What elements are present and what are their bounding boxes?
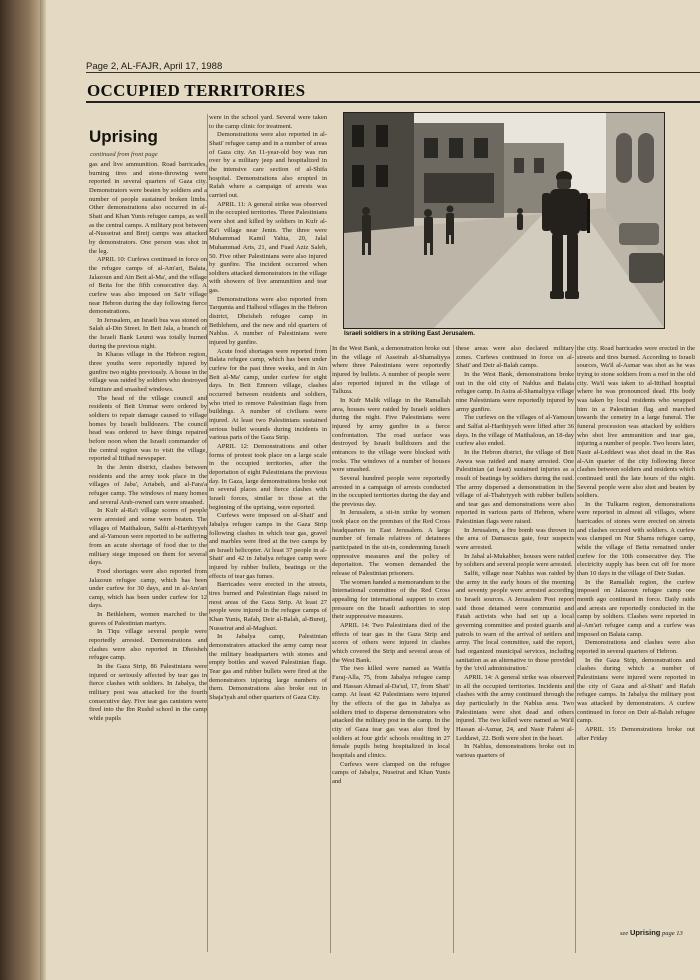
article-paragraph: In the Gaza Strip, demonstrations and clashes during which a number of Palestinians were injured were reported in the city of Gaza and al-Shati' and Rafah refugee camps. In Jabalya the military post was attacked by demonstrators. A curfew continued in force on Deir al-Balah refugee camp. [577, 656, 695, 725]
article-paragraph: Salfit, village near Nablus was raided by the army in the early hours of the morning and seventy people were arrested according to Israeli sources. A Jerusalem Post report said those detained were communist and Fatah activists who had set up a local governing committee and posted guards and patrols to warn of the arrival of settlers and army. The local committee, said the report, had organized municipal services, including sanitation as an alternative to those provided by the 'civil administration.' [456, 570, 574, 673]
page-folio: Page 2, AL-FAJR, April 17, 1988 [86, 61, 223, 72]
article-paragraph: Demonstrations were also reported from Tarqumia and Halhoul villages in the Hebron district, Dheisheh refugee camp in Bethlehem, and the new and old quarters of Nablus. A number of Palestinians were injured by gunfire. [209, 295, 327, 347]
article-paragraph: The two killed were named as Wattfa Faraj-Alla, 75, from Jabalya refugee camp and Hassan Ahmad al-Da'ud, 17, from Shati' camp. At least 42 Palestinians were injured by the effects of the gas in Jabalya as soldiers tried to disperse demonstrators who attacked the military post in the camp. In the city of Gaza tear gas was also fired by soldiers at four girls' schools resulting in 27 female pupils being hospitalized in local hospitals and clinics. [332, 665, 450, 759]
article-paragraph: Curfews were clamped on the refugee camps of Jabalya, Nuseirat and Khan Yunis and [332, 760, 450, 785]
section-divider [86, 101, 700, 103]
column-rule [207, 114, 208, 952]
article-paragraph: In Jabalya camp, Palestinian demonstrators attacked the army camp near the military headquarters with stones and empty bottles and waved Palestinian flags. Tear gas and rubber bullets were fired at the demonstrators injuring large numbers of them. Demonstrations also broke out in Shaja'iyah and other quarters of Gaza City. [209, 633, 327, 701]
article-paragraph: Demonstrations were also reported in al-Shati' refugee camp and in a number of areas of Gaza city. An 11-year-old boy was run over by a military jeep and hospitalized in the intensive care section of al-Shifa hospital. Demonstrations also erupted in Rafah where a campaign of arrests was carried out. [209, 131, 327, 199]
article-paragraph: In Kufr Malik village in the Ramallah area, houses were raided by Israeli soldiers during the night. Five Palestinians were injured by army gunfire in a fierce confrontation. The road surface was destroyed by Israeli bulldozers and the entrances to the village were blocked with rocks. The windows of a number of houses were smashed. [332, 396, 450, 474]
article-paragraph: APRIL 14: Two Palestinians died of the effects of tear gas in the Gaza Strip and scores of others were injured in clashes which covered the Strip and several areas of the West Bank. [332, 622, 450, 664]
column-rule [453, 345, 454, 953]
article-paragraph: In Jerusalem, a fire bomb was thrown in the area of Damascus gate, four suspects were arrested. [456, 526, 574, 552]
article-paragraph: In Jerusalem, an Israeli bus was stoned on Salah al-Din Street. In Beit Jala, a branch of the Israeli Bank Leumi was totally burned during the previous night. [89, 316, 207, 350]
article-paragraph: APRIL 12: Demonstrations and other forms of protest took place on a large scale in the occupied territories, after the deportation of eight Palestinians the previous day. In Gaza, large demonstrations broke out in several places and fierce clashes with Israeli forces, similar to those at the beginning of the uprising, were reported. [209, 442, 327, 511]
book-binding [0, 0, 40, 980]
section-title: OCCUPIED TERRITORIES [87, 81, 306, 100]
article-paragraph: In the Hebron district, the village of Beit Awwa was raided and many arrested. One Palestinian (at least) sustained injuries as a result of beatings by soldiers during the raid. The army dispersed a demonstration in the village of al-Thahriyyeh with rubber bullets and tear gas and demonstrations were also reported in various parts of Hebron, where Palestinian flags were raised. [456, 448, 574, 526]
continued-to-note [620, 928, 683, 937]
article-paragraph: The head of the village council and residents of Beit Ummar were ordered by soldiers to repair damage caused to village homes by Israeli bulldozers. The council head was ordered to have things repaired before noon when the Israeli commander of the central region was to visit the village, reported al Ittihad newspaper. [89, 394, 207, 463]
article-paragraph: these areas were also declared military zones. Curfews continued in force on al-Shati' and Deir al-Balah camps. [456, 345, 574, 370]
article-paragraph: APRIL 11: A general strike was observed in the occupied territories. Three Palestinians were shot and killed by soldiers in Kufr al-Ra'i village near Jenin. The three were Muhammad Kamil Yahia, 20, Jalal Muhammad Arts, 21, and Fuad Aziz Saleh, 50. Five other Palestinians were also injured by gunfire. The incident occurred when soldiers attacked demonstrators in the village with showers of live ammunition and tear gas. [209, 200, 327, 295]
article-paragraph: In the Tulkarm region, demonstrations were reported in almost all villages, where barricades of stones were erected on streets and clashes occured with soldiers. A curfew was clamped on Nur Shams refugee camp, while the village of Beita remained under curfew for the 10th consecutive day. The electricity supply has been cut off for more than 10 days in the village of Deir Sudan. [577, 500, 695, 578]
article-paragraph: In the Ramallah region, the curfew imposed on Jalazoun refugee camp one month ago continued in force. Daily raids and arrests are reportedly conducted in the camp by soldiers. Clashes were reported in al-Am'ari refugee camp and a curfew was imposed on Balata camp. [577, 578, 695, 638]
continued-to-page: page 13 [661, 930, 683, 937]
article-paragraph: The women handed a memorandum to the International committee of the Red Cross appealing for international support to exert pressure on the Israeli authorities to stop their suppressive measures. [332, 578, 450, 621]
article-paragraph: gas and live ammunition. Road barricades, burning tires and stone-throwing were reported in several quarters of Gaza city. Demonstrators were beaten by soldiers and a number of people sustained broken limbs. Other demonstrations also occurred in al-Shati and Khan Yunis refugee camps, as well as the central camps. A military post between al-Nusseirat and Breij camps was attacked by demonstrators. One person was shot in the leg. [89, 161, 207, 255]
article-paragraph: Several hundred people were reportedly arrested in a campaign of arrests conducted in the occupied territories during the day and the previous day. [332, 474, 450, 508]
article-paragraph: In Tiqu village several people were reportedly arrested. Demonstrations and clashes were also reported in Dheisheh refugee camp. [89, 628, 207, 662]
story-headline: Uprising [89, 127, 158, 146]
photo-caption: Israeli soldiers in a striking East Jerusalem. [344, 330, 475, 337]
article-column-2 [209, 114, 327, 953]
article-paragraph: the city. Road barricades were erected in the streets and tires burned. According to Israeli sources, Wa'il al-Asmar was shot as he was trying to stone soldiers from a roof in the old city. Wa'il was taken to al-Ittihad hospital where he was pronounced dead. His body was taken by local residents who wrapped him in a Palestinian flag and marched towards the cemetry in a large funeral. The funeral procession was attacked by soldiers who shot live ammunition and tear gas, injuring a number of people. Two hours later, Nasir al-Leddawi was shot dead in the Ras al-Ain quarter of the city following fierce clashes between soldiers and residents which continued until the late hours of the night. Several people were also shot and beaten by soldiers. [577, 345, 695, 500]
article-paragraph: Curfews were imposed on al-Shati' and Jabalya refugee camps in the Gaza Strip following clashes in which tear gas, gravel and marbles were fired at the two camps by an Israeli helicopter. At least 37 people in al-Shati' and 42 in Jabalya refugee camp were injured by rubber bullets, beatings or the effects of tear gas fumes. [209, 512, 327, 580]
article-column-3 [332, 345, 450, 953]
article-paragraph: In the Gaza Strip, 86 Palestinians were injured or seriously affected by tear gas in fierce clashes with soldiers. In Jabalya, the military post was attacked for the fourth consecutive day. Five tear gas canisters were fired into the Ibn Rushd school in the camp while pupils [89, 663, 207, 722]
article-paragraph: In Kufr al-Ra'i village scores of people were arrested and some were beaten. The villages of Maithaloun, Salfit al-Harthiyyeh and al-Yamoun were reported to be suffering from an acute shortage of food due to the military siege imposed on them for several days. [89, 507, 207, 567]
article-paragraph: were in the school yard. Several were taken to the camp clinic for treatment. [209, 114, 327, 130]
news-photo [343, 112, 665, 329]
continued-from-note: continued from front page [90, 151, 158, 158]
column-rule [330, 345, 331, 953]
article-column-5 [577, 345, 695, 925]
newspaper-page [46, 0, 700, 980]
article-paragraph: In Jabal al-Mukabber, houses were raided by soldiers and several people were arrested. [456, 552, 574, 569]
article-column-1 [89, 161, 207, 953]
article-paragraph: In Kharas village in the Hebron region, three youths were reportedly injured by gunfire two nights previously. A house in the village was raided by soldiers who destroyed furniture and smashed windows. [89, 351, 207, 394]
article-paragraph: In the West Bank, a demonstration broke out in the village of Asseirah al-Shamaliyya where three Palestinians were reportedly injured by bullets. A number of people were also reported injured in the village of Talluza. [332, 345, 450, 396]
header-divider [86, 72, 700, 73]
article-paragraph: In Nablus, demonstrations broke out in various quarters of [456, 743, 574, 759]
continued-to-prefix: see [620, 930, 629, 937]
article-paragraph: In the Jenin district, clashes between residents and the army took place in the villages of Jaba', Artabeh, and al-Fara'a refugee camp. The windows of many homes and several Arab-owned cars were smashed. [89, 463, 207, 506]
article-paragraph: Acute food shortages were reported from Balata refugee camp, which has been under curfew for the past three weeks, and in Ain Beit al-Ma' camp, under curfew for eight days. In Beit Emreen village, clashes occurred between residents and soldiers, who tried to remove Palestinian flags from buildings. A number of civilians were injured. At least two Palestinians sustained serious bullet wounds during incidents in various parts of the Gaza Strip. [209, 347, 327, 442]
street-scene-image [344, 113, 664, 328]
article-paragraph: Food shortages were also reported from Jalazoun refugee camp, which has been under curfew for 30 days, and in al-Am'ari camp, which has been under curfew for 12 days. [89, 567, 207, 610]
article-paragraph: Demonstrations and clashes were also reported in several quarters of Hebron. [577, 639, 695, 655]
article-column-4 [456, 345, 574, 953]
continued-to-title: Uprising [629, 928, 661, 937]
article-paragraph: In the West Bank, demonstrations broke out in the old city of Nablus and Balata refugee camp. In Asira al-Shamaliyya village nine Palestinians were reportedly injured by army gunfire. [456, 370, 574, 413]
article-paragraph: The curfews on the villages of al-Yamoun and Salfat al-Harthiyyeh were lifted after 36 days. In the village of Maithaloun, an 18-day curfew also ended. [456, 414, 574, 448]
article-paragraph: In Bethlehem, women marched to the graves of Palestinian martyrs. [89, 611, 207, 627]
article-paragraph: Barricades were erected in the streets, tires burned and Palestinian flags raised in most areas of the Gaza Strip. At least 27 people were injured in the refugee camps of Khan Yunis, Rafah, Deir al-Balah, al-Bureij, Nusseirat and al-Maghazi. [209, 581, 327, 632]
article-paragraph: In Jerusalem, a sit-in strike by women took place on the premises of the Red Cross headquarters in East Jerusalem. A large number of female relatives of detainees participated in the sit-in, condemning Israeli oppressive measures and the policy of deportation. The women demanded the release of Palestinian prisoners. [332, 509, 450, 578]
article-paragraph: APRIL 10: Curfews continued in force on the refugee camps of al-Am'ari, Balata, Jalazoun and Ain Beit al-Ma', and the village of Beita for the fifth consecutive day. A curfew was also imposed on Sa'ir village near Hebron during the day following fierce demonstrations. [89, 256, 207, 316]
column-rule [575, 345, 576, 953]
article-paragraph: APRIL 15: Demonstrations broke out after Friday [577, 725, 695, 742]
article-paragraph: APRIL 14: A general strike was observed in all the occupied territories. Incidents and clashes with the army continued through the day particularly in the Nablus area. Two Palestinians were shot dead and others injured. The two killed were named as Wa'il Hassan al-Asmar, 24, and Nasir Fahmi al-Leddawi, 22. Both were shot in the heart. [456, 673, 574, 742]
